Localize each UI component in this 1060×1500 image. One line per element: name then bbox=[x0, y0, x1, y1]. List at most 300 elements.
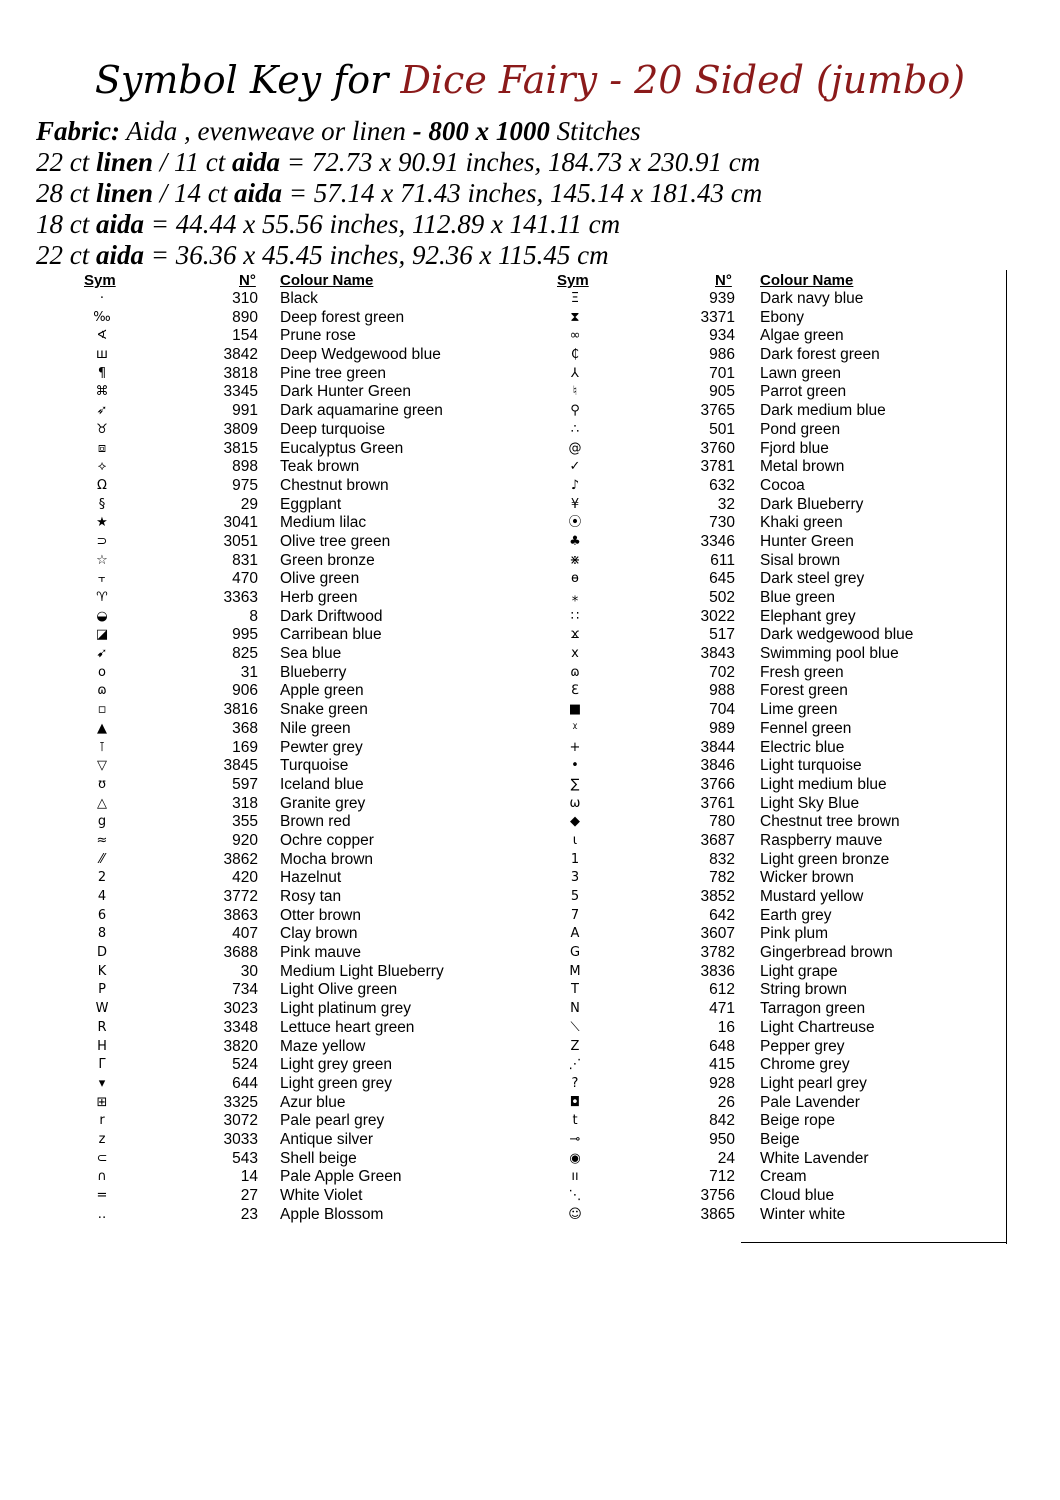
thread-number: 30 bbox=[240, 962, 258, 980]
symbol-glyph: ⚲ bbox=[570, 403, 580, 419]
colour-name: Olive green bbox=[280, 570, 360, 588]
thread-number: 310 bbox=[232, 290, 258, 307]
colour-name: Khaki green bbox=[760, 514, 843, 532]
colour-name: Light Olive green bbox=[280, 981, 398, 999]
colour-name: Hunter Green bbox=[760, 532, 854, 550]
symbol-glyph: ♮ bbox=[572, 384, 578, 400]
symbol-glyph: ✓ bbox=[569, 459, 581, 475]
thread-number: 3761 bbox=[700, 794, 735, 812]
table-row bbox=[0, 1131, 1000, 1150]
thread-number: 3765 bbox=[700, 402, 735, 420]
colour-name: Granite grey bbox=[280, 794, 366, 812]
table-row bbox=[0, 1019, 1000, 1038]
table-row bbox=[0, 1038, 1000, 1057]
colour-name: Prune rose bbox=[280, 327, 356, 345]
table-row bbox=[0, 570, 1000, 589]
table-row bbox=[0, 533, 1000, 552]
symbol-glyph: ♣ bbox=[569, 533, 581, 549]
thread-number: 407 bbox=[232, 925, 258, 943]
colour-name: Chrome grey bbox=[760, 1056, 850, 1074]
thread-number: 3607 bbox=[700, 925, 735, 943]
thread-number: 3781 bbox=[700, 458, 735, 476]
colour-name: Chestnut tree brown bbox=[760, 813, 900, 831]
colour-name: Lime green bbox=[760, 701, 838, 719]
thread-number: 501 bbox=[709, 420, 735, 438]
symbol-glyph: ω bbox=[569, 795, 581, 811]
table-row bbox=[0, 421, 1000, 440]
thread-number: 14 bbox=[240, 1168, 258, 1186]
symbol-glyph: § bbox=[98, 496, 106, 512]
thread-number: 8 bbox=[249, 607, 258, 625]
colour-name: Pepper grey bbox=[760, 1037, 845, 1055]
thread-number: 704 bbox=[709, 701, 735, 719]
symbol-glyph: ☆ bbox=[96, 552, 108, 568]
table-row bbox=[0, 365, 1000, 384]
symbol-glyph: ➶ bbox=[96, 403, 108, 419]
thread-number: 3033 bbox=[223, 1130, 258, 1148]
colour-name: Fjord blue bbox=[760, 439, 829, 457]
symbol-glyph: ∴ bbox=[570, 421, 580, 437]
thread-number: 26 bbox=[717, 1093, 735, 1111]
thread-number: 890 bbox=[232, 308, 258, 326]
colour-name: Light Chartreuse bbox=[760, 1018, 875, 1036]
symbol-glyph: ⊞ bbox=[96, 1094, 108, 1110]
symbol-glyph: ⌘ bbox=[95, 384, 109, 400]
colour-name: Deep forest green bbox=[280, 308, 405, 326]
colour-name: Dark navy blue bbox=[760, 290, 864, 307]
table-row bbox=[0, 552, 1000, 571]
thread-number: 928 bbox=[709, 1074, 735, 1092]
symbol-glyph: M bbox=[569, 963, 581, 979]
thread-number: 988 bbox=[709, 682, 735, 700]
symbol-glyph: ≈ bbox=[96, 832, 108, 848]
header-num-right: N° bbox=[715, 272, 732, 289]
table-row bbox=[0, 608, 1000, 627]
thread-number: 645 bbox=[709, 570, 735, 588]
table-row bbox=[0, 1187, 1000, 1206]
symbol-glyph: ℇ bbox=[571, 683, 579, 699]
colour-name: Cream bbox=[760, 1168, 807, 1186]
symbol-glyph: ⋇ bbox=[569, 552, 581, 568]
colour-name: Otter brown bbox=[280, 906, 361, 924]
symbol-glyph: R bbox=[97, 1019, 107, 1035]
symbol-glyph: ◉ bbox=[569, 1150, 581, 1166]
colour-name: Apple green bbox=[280, 682, 364, 700]
table-row bbox=[0, 1056, 1000, 1075]
colour-name: Pink plum bbox=[760, 925, 829, 943]
thread-number: 3766 bbox=[700, 775, 735, 793]
symbol-glyph: ᵡ bbox=[572, 720, 578, 736]
symbol-glyph: ◪ bbox=[95, 627, 109, 643]
colour-name: Tarragon green bbox=[760, 1000, 866, 1018]
header-sym-left: Sym bbox=[84, 272, 116, 289]
table-row bbox=[0, 1168, 1000, 1187]
thread-number: 3371 bbox=[700, 308, 735, 326]
table-row bbox=[0, 496, 1000, 515]
colour-name: Rosy tan bbox=[280, 888, 342, 905]
symbol-glyph: 6 bbox=[97, 907, 107, 923]
symbol-glyph: N bbox=[570, 1001, 580, 1017]
colour-name: Raspberry mauve bbox=[760, 831, 883, 849]
thread-number: 3688 bbox=[223, 944, 258, 962]
symbol-glyph: 2 bbox=[97, 870, 107, 886]
thread-number: 3843 bbox=[700, 645, 735, 663]
table-row bbox=[0, 739, 1000, 758]
colour-name: Pale Lavender bbox=[760, 1093, 860, 1111]
colour-name: Pond green bbox=[760, 420, 841, 438]
thread-number: 23 bbox=[240, 1205, 258, 1223]
symbol-glyph: ♪ bbox=[570, 477, 580, 493]
thread-number: 842 bbox=[709, 1112, 735, 1130]
symbol-glyph: ♈ bbox=[96, 590, 108, 605]
symbol-glyph: W bbox=[95, 1001, 109, 1017]
colour-name: Snake green bbox=[280, 701, 368, 719]
table-row bbox=[0, 832, 1000, 851]
colour-name: Algae green bbox=[760, 327, 844, 345]
thread-number: 939 bbox=[709, 290, 735, 307]
thread-number: 471 bbox=[709, 1000, 735, 1018]
table-row bbox=[0, 813, 1000, 832]
symbol-glyph: ⊃ bbox=[96, 533, 108, 549]
page-title bbox=[0, 58, 1060, 102]
symbol-glyph: Ξ bbox=[570, 291, 580, 306]
colour-name: Forest green bbox=[760, 682, 848, 700]
thread-number: 3023 bbox=[223, 1000, 258, 1018]
table-row bbox=[0, 589, 1000, 608]
colour-name: Pink mauve bbox=[280, 944, 361, 962]
colour-name: Sea blue bbox=[280, 645, 342, 663]
table-row bbox=[0, 309, 1000, 328]
thread-number: 632 bbox=[709, 476, 735, 494]
fabric-line: Fabric: Aida , evenweave or linen - 800 x 1000 Stitches bbox=[36, 116, 641, 146]
colour-name: Light pearl grey bbox=[760, 1074, 867, 1092]
symbol-glyph: ʊ bbox=[97, 776, 107, 792]
colour-name: Dark Hunter Green bbox=[280, 383, 411, 401]
symbol-glyph: ⟍ bbox=[570, 1019, 580, 1035]
thread-number: 3816 bbox=[223, 701, 258, 719]
symbol-glyph: D bbox=[96, 945, 107, 961]
colour-name: Medium lilac bbox=[280, 514, 367, 532]
symbol-glyph: A bbox=[570, 926, 580, 942]
symbol-glyph: @ bbox=[568, 440, 582, 456]
colour-name: Pale pearl grey bbox=[280, 1112, 385, 1130]
colour-name: Light platinum grey bbox=[280, 1000, 411, 1018]
colour-name: Cocoa bbox=[760, 476, 805, 494]
thread-number: 950 bbox=[709, 1130, 735, 1148]
colour-name: Beige bbox=[760, 1130, 800, 1148]
table-row bbox=[0, 1150, 1000, 1169]
colour-name: Winter white bbox=[760, 1205, 846, 1223]
title-pattern-name: Dice Fairy - 20 Sided (jumbo) bbox=[400, 58, 966, 102]
thread-number: 611 bbox=[710, 551, 735, 569]
thread-number: 524 bbox=[232, 1056, 258, 1074]
symbol-glyph: x bbox=[571, 646, 579, 662]
colour-name: Swimming pool blue bbox=[760, 645, 899, 663]
colour-name: Olive tree green bbox=[280, 532, 391, 550]
table-row bbox=[0, 701, 1000, 720]
colour-name: Mocha brown bbox=[280, 850, 374, 868]
table-row bbox=[0, 1094, 1000, 1113]
table-row bbox=[0, 458, 1000, 477]
symbol-glyph: ▽ bbox=[97, 758, 107, 774]
symbol-glyph: ☺ bbox=[568, 1206, 582, 1222]
colour-name: Light green bronze bbox=[760, 850, 890, 868]
symbol-glyph: K bbox=[97, 963, 107, 979]
thread-number: 3842 bbox=[223, 346, 258, 364]
colour-name: Eucalyptus Green bbox=[280, 439, 404, 457]
thread-number: 991 bbox=[232, 402, 258, 420]
colour-name: White Violet bbox=[280, 1187, 363, 1204]
table-row bbox=[0, 869, 1000, 888]
thread-number: 995 bbox=[232, 626, 258, 644]
symbol-glyph: ⅄ bbox=[571, 365, 579, 381]
colour-name: Fresh green bbox=[760, 663, 844, 681]
thread-number: 730 bbox=[709, 514, 735, 532]
thread-number: 415 bbox=[709, 1056, 735, 1074]
symbol-glyph: P bbox=[98, 982, 106, 998]
colour-name: Pine tree green bbox=[280, 364, 386, 382]
symbol-glyph: ∩ bbox=[97, 1169, 107, 1185]
symbol-glyph: · bbox=[99, 291, 105, 306]
thread-number: 543 bbox=[232, 1149, 258, 1167]
thread-number: 648 bbox=[709, 1037, 735, 1055]
colour-name: Dark medium blue bbox=[760, 402, 886, 420]
title-lead: Symbol Key for bbox=[94, 58, 389, 102]
symbol-glyph: r bbox=[99, 1113, 105, 1129]
symbol-glyph: △ bbox=[97, 795, 107, 811]
colour-name: Carribean blue bbox=[280, 626, 382, 644]
symbol-glyph: ▾ bbox=[98, 1075, 106, 1091]
table-row bbox=[0, 888, 1000, 907]
thread-number: 32 bbox=[717, 495, 735, 513]
symbol-glyph: ⊂ bbox=[96, 1150, 108, 1166]
symbol-glyph: • bbox=[571, 758, 579, 774]
thread-number: 154 bbox=[232, 327, 258, 345]
table-row bbox=[0, 981, 1000, 1000]
symbol-glyph: ⊺ bbox=[98, 739, 106, 755]
symbol-glyph: z bbox=[98, 1131, 106, 1147]
colour-name: Pewter grey bbox=[280, 738, 363, 756]
table-row bbox=[0, 907, 1000, 926]
table-border-bottom bbox=[741, 1242, 1007, 1243]
symbol-glyph: T bbox=[571, 982, 579, 998]
table-row bbox=[0, 851, 1000, 870]
thread-number: 517 bbox=[709, 626, 735, 644]
thread-number: 712 bbox=[709, 1168, 735, 1186]
thread-number: 3815 bbox=[223, 439, 258, 457]
colour-name: Ochre copper bbox=[280, 831, 374, 849]
colour-name: Clay brown bbox=[280, 925, 358, 943]
size-line: 22 ct aida = 36.36 x 45.45 inches, 92.36 x 115.45 cm bbox=[36, 240, 609, 270]
table-row bbox=[0, 626, 1000, 645]
colour-name: Metal brown bbox=[760, 458, 845, 476]
colour-name: Nile green bbox=[280, 719, 351, 737]
thread-number: 16 bbox=[717, 1018, 735, 1036]
thread-number: 3345 bbox=[223, 383, 258, 401]
thread-number: 989 bbox=[709, 719, 735, 737]
table-row bbox=[0, 795, 1000, 814]
symbol-glyph: ϫ bbox=[570, 627, 580, 643]
thread-number: 29 bbox=[240, 495, 258, 513]
colour-name: Azur blue bbox=[280, 1093, 346, 1111]
colour-name: Dark Blueberry bbox=[760, 495, 864, 513]
thread-number: 24 bbox=[717, 1149, 735, 1167]
table-row bbox=[0, 346, 1000, 365]
thread-number: 898 bbox=[232, 458, 258, 476]
symbol-glyph: ∞ bbox=[569, 328, 581, 344]
colour-name: Gingerbread brown bbox=[760, 944, 893, 962]
symbol-glyph: ⦿ bbox=[568, 515, 582, 531]
thread-number: 3756 bbox=[700, 1187, 735, 1204]
colour-name: Deep turquoise bbox=[280, 420, 386, 438]
symbol-glyph: ɷ bbox=[570, 664, 580, 680]
table-row bbox=[0, 290, 1000, 309]
colour-name: Sisal brown bbox=[760, 551, 841, 569]
symbol-glyph: ∢ bbox=[96, 328, 108, 344]
symbol-glyph: 3 bbox=[570, 870, 580, 886]
thread-number: 642 bbox=[709, 906, 735, 924]
thread-number: 3865 bbox=[700, 1205, 735, 1223]
thread-number: 3836 bbox=[700, 962, 735, 980]
thread-number: 3051 bbox=[223, 532, 258, 550]
thread-number: 470 bbox=[232, 570, 258, 588]
colour-name: Blue green bbox=[760, 589, 835, 606]
colour-name: Mustard yellow bbox=[760, 888, 864, 905]
colour-name: Chestnut brown bbox=[280, 476, 389, 494]
thread-number: 3041 bbox=[223, 514, 258, 532]
size-line: 18 ct aida = 44.44 x 55.56 inches, 112.89 x 141.11 cm bbox=[36, 209, 621, 239]
colour-name: Light medium blue bbox=[760, 775, 887, 793]
thread-number: 502 bbox=[709, 589, 735, 606]
thread-number: 701 bbox=[709, 364, 735, 382]
symbol-glyph: ◆ bbox=[570, 814, 580, 830]
colour-name: Cloud blue bbox=[760, 1187, 835, 1204]
thread-number: 3687 bbox=[700, 831, 735, 849]
table-row bbox=[0, 720, 1000, 739]
thread-number: 920 bbox=[232, 831, 258, 849]
thread-number: 3846 bbox=[700, 757, 735, 775]
symbol-glyph: Ω bbox=[97, 477, 107, 493]
colour-name: Pale Apple Green bbox=[280, 1168, 402, 1186]
symbol-glyph: ◘ bbox=[569, 1094, 581, 1110]
table-row bbox=[0, 477, 1000, 496]
colour-name: Blueberry bbox=[280, 663, 347, 681]
thread-number: 3852 bbox=[700, 888, 735, 905]
thread-number: 3845 bbox=[223, 757, 258, 775]
symbol-glyph: ¶ bbox=[97, 365, 107, 381]
table-row bbox=[0, 1000, 1000, 1019]
thread-number: 3844 bbox=[700, 738, 735, 756]
symbol-glyph: 8 bbox=[97, 926, 107, 942]
symbol-glyph: g bbox=[97, 814, 107, 830]
table-border-right bbox=[1006, 270, 1007, 1244]
right-color-table bbox=[0, 290, 1000, 1224]
symbol-glyph: ‰ bbox=[93, 309, 111, 325]
thread-number: 3863 bbox=[223, 906, 258, 924]
colour-name: Brown red bbox=[280, 813, 351, 831]
symbol-glyph: ¥ bbox=[570, 496, 580, 512]
colour-name: Light grape bbox=[760, 962, 838, 980]
thread-number: 3325 bbox=[223, 1093, 258, 1111]
symbol-glyph: ⁎ bbox=[571, 590, 579, 605]
colour-name: Antique silver bbox=[280, 1130, 374, 1148]
symbol-glyph: ◒ bbox=[96, 608, 108, 624]
thread-number: 420 bbox=[232, 869, 258, 887]
colour-name: Lawn green bbox=[760, 364, 842, 382]
symbol-glyph: ? bbox=[571, 1075, 579, 1091]
header-num-left: N° bbox=[239, 272, 256, 289]
colour-name: Electric blue bbox=[760, 738, 845, 756]
table-row bbox=[0, 757, 1000, 776]
colour-name: Dark Driftwood bbox=[280, 607, 383, 625]
colour-name: Shell beige bbox=[280, 1149, 357, 1167]
thread-number: 702 bbox=[709, 663, 735, 681]
symbol-glyph: 1 bbox=[570, 851, 580, 867]
colour-name: Dark steel grey bbox=[760, 570, 865, 588]
symbol-glyph: + bbox=[569, 739, 581, 755]
thread-number: 3022 bbox=[700, 607, 735, 625]
thread-number: 3782 bbox=[700, 944, 735, 962]
thread-number: 368 bbox=[232, 719, 258, 737]
symbol-glyph: H bbox=[97, 1038, 107, 1054]
thread-number: 832 bbox=[709, 850, 735, 868]
symbol-glyph: ɩ bbox=[572, 832, 578, 848]
thread-number: 3348 bbox=[223, 1018, 258, 1036]
colour-name: Dark wedgewood blue bbox=[760, 626, 914, 644]
colour-name: Ebony bbox=[760, 308, 804, 326]
size-line: 28 ct linen / 14 ct aida = 57.14 x 71.43 inches, 145.14 x 181.43 cm bbox=[36, 178, 763, 208]
symbol-glyph: Γ bbox=[98, 1057, 106, 1073]
thread-number: 975 bbox=[232, 476, 258, 494]
colour-name: Light grey green bbox=[280, 1056, 393, 1074]
colour-name: Light green grey bbox=[280, 1074, 393, 1092]
symbol-glyph: ⋰ bbox=[568, 1057, 582, 1073]
thread-number: 3363 bbox=[223, 589, 258, 606]
symbol-glyph: ▫ bbox=[97, 702, 107, 718]
colour-name: Black bbox=[280, 290, 318, 307]
colour-name: White Lavender bbox=[760, 1149, 869, 1167]
symbol-glyph: ⁄⁄ bbox=[99, 851, 105, 867]
table-row bbox=[0, 1075, 1000, 1094]
symbol-glyph: 7 bbox=[570, 907, 580, 923]
thread-number: 3772 bbox=[223, 888, 258, 905]
table-row bbox=[0, 327, 1000, 346]
table-row bbox=[0, 645, 1000, 664]
colour-name: Light Sky Blue bbox=[760, 794, 860, 812]
thread-number: 934 bbox=[709, 327, 735, 345]
header-name-right: Colour Name bbox=[760, 272, 854, 289]
symbol-glyph: ∑ bbox=[570, 776, 580, 792]
thread-number: 3072 bbox=[223, 1112, 258, 1130]
symbol-glyph: ➹ bbox=[96, 646, 108, 662]
thread-number: 3809 bbox=[223, 420, 258, 438]
thread-number: 612 bbox=[709, 981, 735, 999]
colour-name: Medium Light Blueberry bbox=[280, 962, 444, 980]
symbol-glyph: Z bbox=[570, 1038, 580, 1054]
thread-number: 780 bbox=[709, 813, 735, 831]
colour-name: Wicker brown bbox=[760, 869, 854, 887]
symbol-glyph: ⊸ bbox=[569, 1131, 581, 1147]
thread-number: 31 bbox=[240, 663, 258, 681]
thread-number: 825 bbox=[232, 645, 258, 663]
colour-name: Fennel green bbox=[760, 719, 852, 737]
colour-name: Iceland blue bbox=[280, 775, 364, 793]
symbol-glyph: ₵ bbox=[570, 347, 580, 363]
colour-name: Green bronze bbox=[280, 551, 375, 569]
symbol-glyph: ⧗ bbox=[570, 309, 580, 325]
table-row bbox=[0, 963, 1000, 982]
thread-number: 782 bbox=[709, 869, 735, 887]
